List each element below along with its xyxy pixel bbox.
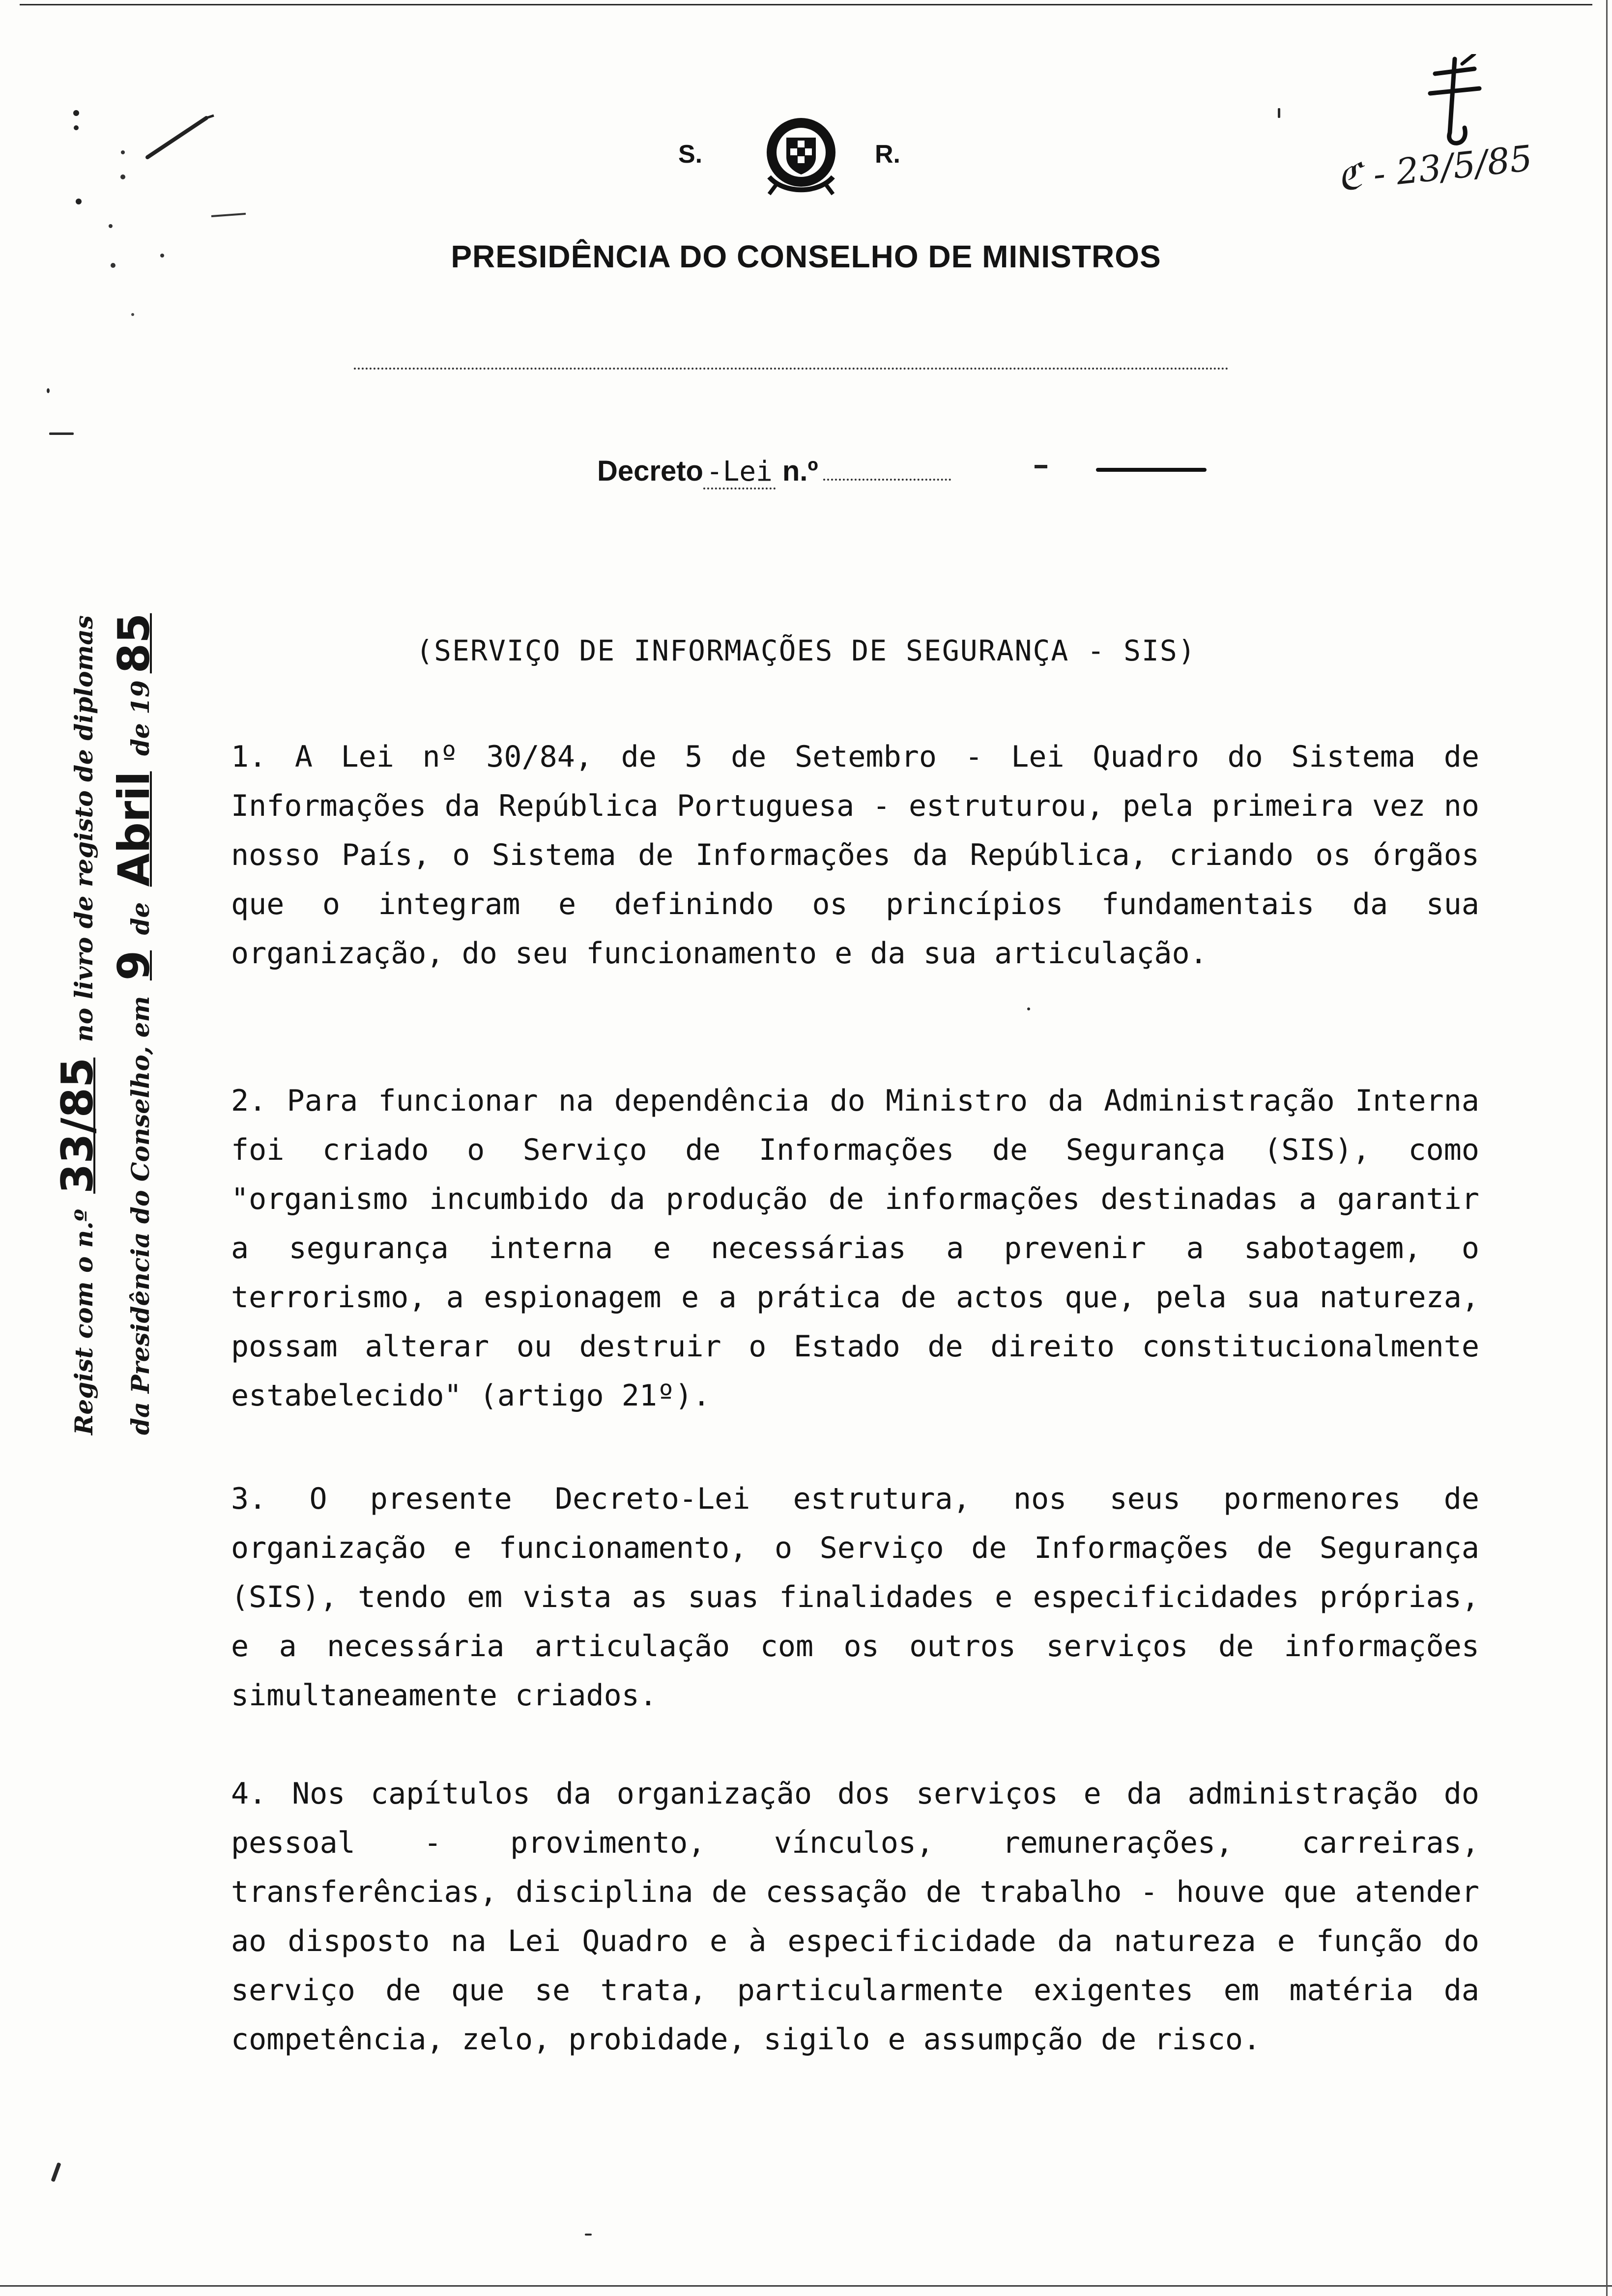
letterhead-s: S. [678, 140, 703, 169]
dotted-rule [354, 368, 1229, 370]
stamp-livro: no livro de registo de diplomas [69, 615, 98, 1042]
scan-edge-right [1606, 0, 1608, 2296]
paragraph-4 [231, 1769, 1479, 2064]
stamp-registration-number: 33/85 [52, 1057, 103, 1194]
scan-speck [51, 2162, 61, 2182]
stamp-de: de [126, 902, 155, 935]
handwritten-date-note: ℭ - 23/5/85 [1335, 137, 1534, 199]
stamp-de-19: de 19 [126, 680, 155, 756]
decree-label: Decreto [597, 455, 703, 487]
stamp-line-2 [109, 550, 163, 1435]
scan-speck [49, 432, 74, 435]
ministry-title: PRESIDÊNCIA DO CONSELHO DE MINISTROS [451, 239, 1161, 274]
scan-speck [1278, 108, 1280, 118]
scan-marks-top-left [39, 98, 246, 334]
stamp-regist: Regist [69, 1347, 98, 1435]
paragraph-4-text: 4. Nos capítulos da organização dos serviços e da administração do pessoal - provimento, vínculos, remunerações, carreiras, transferências, disciplina de cessação de trabalho - houve que atender ao disposto na Lei Quadro e à especificidade da natureza e função do serviço de que se trata, particularmente exigentes em matéria da competência, zelo, probidade, sigilo e assumpção de risco. [231, 1777, 1479, 2057]
scan-speck [47, 388, 50, 393]
stamp-line-1 [52, 550, 107, 1435]
stamp-month: Abril [109, 771, 159, 887]
stamp-presidencia: da Presidência do Conselho, em [126, 996, 155, 1435]
paragraph-2 [231, 1076, 1479, 1420]
stamp-com-numero: com o n.º [69, 1209, 98, 1339]
section-title: (SERVIÇO DE INFORMAÇÕES DE SEGURANÇA - SIS) [416, 634, 1196, 667]
decree-tick-mark [1035, 465, 1047, 468]
decree-typed-suffix: -Lei [703, 456, 776, 489]
letterhead-sr [678, 133, 934, 192]
paragraph-3-text: 3. O presente Decreto-Lei estrutura, nos seus pormenores de organização e funcionamento, o Serviço de Informações de Segurança (SIS), tendo em vista as suas finalidades e especificidades próprias, e a necessária articulação com os outros serviços de informações simultaneamente criados. [231, 1482, 1479, 1713]
scan-edge-top [20, 4, 1592, 5]
decree-number-label: n.º [782, 455, 818, 487]
registration-margin-stamp [1, 555, 159, 1440]
handwritten-initial-mark [1415, 54, 1494, 152]
stamp-day: 9 [109, 950, 159, 981]
paragraph-1 [231, 732, 1479, 978]
paragraph-3 [231, 1474, 1479, 1720]
paragraph-2-text: 2. Para funcionar na dependência do Ministro da Administração Interna foi criado o Serviço de Informações de Segurança (SIS), como "organismo incumbido da produção de informações destinadas a garantir a segurança interna e necessárias a prevenir a sabotagem, o terrorismo, a espionagem e a prática de actos que, pela sua natureza, possam alterar ou destruir o Estado de direito constitucionalmente estabelecido" (artigo 21º). [231, 1084, 1479, 1413]
scan-speck [585, 2234, 592, 2236]
decree-number-line [597, 455, 951, 494]
portuguese-coat-of-arms-icon [740, 108, 863, 206]
scan-edge-bottom [0, 2285, 1612, 2287]
letterhead-r: R. [875, 140, 900, 169]
decree-number-blank [823, 479, 951, 481]
scan-speck [1027, 1007, 1030, 1010]
decree-dash-mark [1096, 468, 1207, 472]
paragraph-1-text: 1. A Lei nº 30/84, de 5 de Setembro - Lei Quadro do Sistema de Informações da República Portuguesa - estruturou, pela primeira vez no nosso País, o Sistema de Informações da República, criando os órgãos que o integram e definindo os princípios fundamentais da sua organização, do seu funcionamento e da sua articulação. [231, 740, 1479, 971]
stamp-year: 85 [109, 613, 159, 674]
